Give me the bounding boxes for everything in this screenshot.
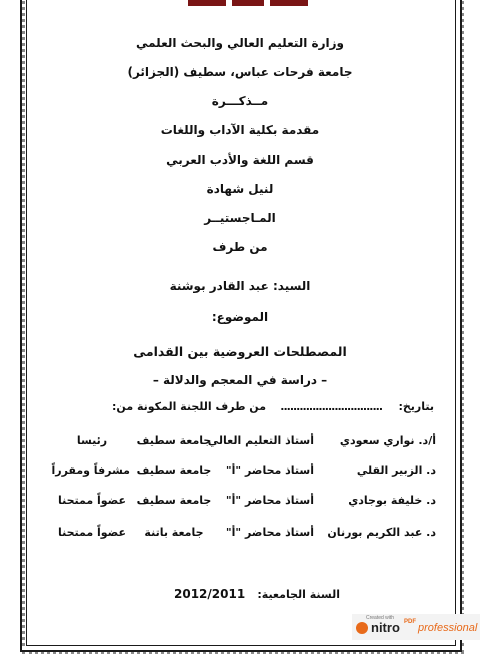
- purpose-line: لنيل شهادة: [206, 182, 274, 196]
- university-line: جامعة فرحات عباس، سطيف (الجزائر): [127, 65, 353, 79]
- member-rank: أستاذ محاضر "أ": [225, 494, 314, 507]
- member-name: د. خليفة بوجادي: [348, 494, 436, 507]
- member-role: مشرفاً ومقرراً: [51, 464, 130, 477]
- watermark-pdf: PDF: [404, 619, 416, 625]
- member-university: جامعة باتنة: [144, 526, 204, 539]
- member-university: جامعة سطيف: [136, 434, 212, 447]
- member-rank: أستاذ محاضر "أ": [225, 464, 314, 477]
- member-rank: أستاذ محاضر "أ": [225, 526, 314, 539]
- degree-line: المـاجستيــر: [204, 211, 276, 225]
- committee-label: من طرف اللجنة المكونة من:: [112, 400, 266, 413]
- committee-row: [56, 526, 436, 544]
- department-line: قسم اللغة والأدب العربي: [166, 153, 314, 167]
- committee-row: [56, 434, 436, 452]
- by-line: من طرف: [212, 240, 268, 254]
- committee-row: [51, 464, 436, 482]
- watermark-edition: professional: [418, 622, 478, 634]
- committee-row: [56, 494, 436, 512]
- document-type: مــذكـــرة: [211, 94, 269, 108]
- subject-title: المصطلحات العروضية بين القدامى: [133, 344, 347, 359]
- member-rank: أستاذ التعليم العالي: [207, 434, 314, 447]
- member-university: جامعة سطيف: [136, 494, 212, 507]
- member-university: جامعة سطيف: [136, 464, 212, 477]
- member-name: أ/د. نواري سعودي: [339, 434, 436, 447]
- date-label: بتاريخ:: [398, 400, 434, 413]
- member-role: عضواً ممتحنا: [57, 526, 127, 539]
- ministry-line: وزارة التعليم العالي والبحث العلمي: [135, 36, 345, 50]
- subject-label: الموضوع:: [211, 310, 269, 324]
- academic-year-label: السنة الجامعية:: [257, 588, 340, 601]
- author-line: السيد: عبد القادر بوشنة: [169, 279, 311, 293]
- watermark-created-with: Created with: [366, 615, 395, 621]
- member-role: عضواً ممتحنا: [57, 494, 127, 507]
- watermark-brand: nitro: [371, 620, 400, 635]
- faculty-line: مقدمة بكلية الآداب واللغات: [160, 123, 320, 137]
- member-name: د. الزبير القلي: [356, 464, 436, 477]
- top-decoration: [188, 0, 308, 6]
- academic-year-value: 2012/2011: [174, 587, 246, 601]
- nitro-watermark: [352, 614, 480, 640]
- subject-subtitle: – دراسة في المعجم والدلالة –: [152, 373, 328, 387]
- date-placeholder: ................................: [280, 400, 382, 413]
- member-name: د. عبد الكريم بورنان: [327, 526, 436, 539]
- academic-year: [174, 587, 340, 601]
- member-role: رئيسا: [76, 434, 108, 447]
- nitro-logo-icon: [356, 622, 368, 634]
